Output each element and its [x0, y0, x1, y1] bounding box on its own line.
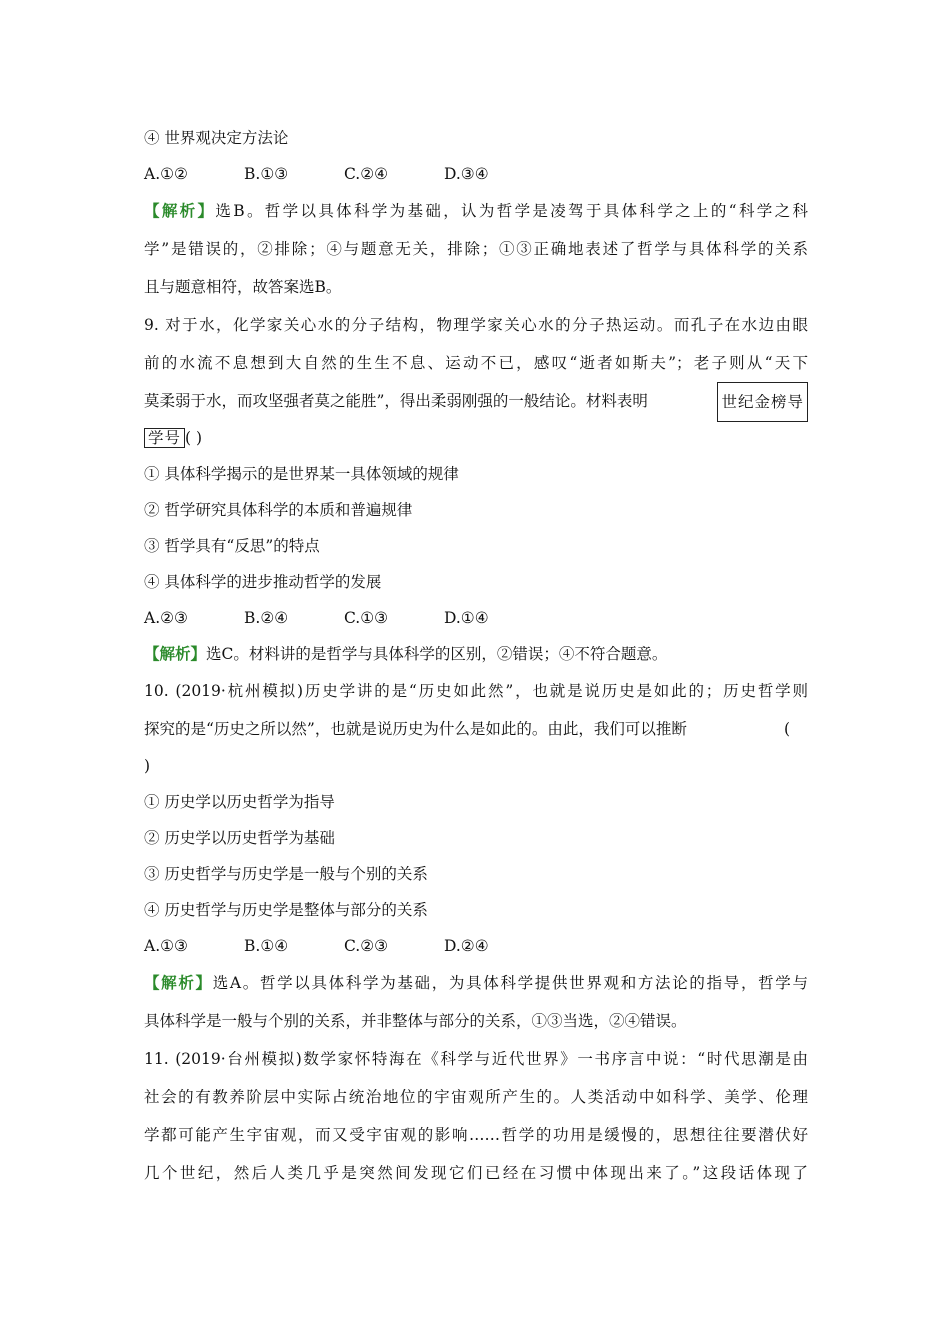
- choice-a: A.②③: [144, 609, 188, 627]
- question-10-text-part: 探究的是“历史之所以然”，也就是说历史为什么是如此的。由此，我们可以推断: [144, 720, 687, 738]
- analysis-text: 选C。材料讲的是哲学与具体科学的区别，②错误；④不符合题意。: [206, 645, 668, 663]
- question-10-text: 10. (2019·杭州模拟)历史学讲的是“历史如此然”，也就是说历史是如此的；历史哲学则: [144, 682, 808, 700]
- option-line: ① 历史学以历史哲学为指导: [144, 793, 335, 811]
- choice-a: A.①③: [144, 937, 188, 955]
- answer-paren-open: (: [783, 720, 790, 738]
- answer-paren: ( ): [185, 429, 203, 447]
- analysis-line: 学”是错误的，②排除；④与题意无关，排除；①③正确地表述了哲学与具体科学的关系: [144, 240, 808, 258]
- analysis-line: [144, 636, 808, 672]
- question-11-text: 社会的有教养阶层中实际占统治地位的宇宙观所产生的。人类活动中如科学、美学、伦理: [144, 1088, 808, 1106]
- choice-d: D.③④: [444, 165, 489, 183]
- choice-a: A.①②: [144, 165, 188, 183]
- choice-b: B.②④: [244, 609, 289, 627]
- analysis-tag: 【解析】: [144, 644, 207, 663]
- question-9-text-part: 莫柔弱于水，而攻坚强者莫之能胜”，得出柔弱刚强的一般结论。材料表明: [144, 392, 648, 410]
- question-9-text: 9. 对于水，化学家关心水的分子结构，物理学家关心水的分子热运动。而孔子在水边由眼: [144, 316, 808, 334]
- analysis-tag: 【解析】: [144, 973, 213, 992]
- answer-choices: [144, 156, 808, 192]
- choice-d: D.②④: [444, 937, 489, 955]
- analysis-tag: 【解析】: [144, 201, 216, 220]
- analysis-text: 选A。哲学以具体科学为基础，为具体科学提供世界观和方法论的指导，哲学与: [212, 974, 808, 992]
- option-line: ③ 哲学具有“反思”的特点: [144, 537, 320, 555]
- question-10-text: [144, 710, 808, 748]
- question-code-box: 学号: [144, 428, 185, 448]
- option-line: ③ 历史哲学与历史学是一般与个别的关系: [144, 865, 428, 883]
- choice-c: C.②④: [344, 165, 389, 183]
- choice-b: B.①④: [244, 937, 289, 955]
- question-code-box: 世纪金榜导: [717, 382, 808, 422]
- analysis-text: 选B。哲学以具体科学为基础，认为哲学是凌驾于具体科学之上的“科学之科: [215, 202, 808, 220]
- analysis-line: [144, 964, 808, 1002]
- answer-choices: [144, 600, 808, 636]
- question-11-text: 11. (2019·台州模拟)数学家怀特海在《科学与近代世界》一书序言中说：“时代思潮是由: [144, 1050, 808, 1068]
- option-line: ④ 具体科学的进步推动哲学的发展: [144, 573, 382, 591]
- question-9-text: 前的水流不息想到大自然的生生不息、运动不已，感叹“逝者如斯夫”；老子则从“天下: [144, 354, 808, 372]
- answer-choices: [144, 928, 808, 964]
- question-9-text: [144, 420, 808, 456]
- answer-paren-close: ): [144, 757, 151, 775]
- analysis-line: 且与题意相符，故答案选B。: [144, 278, 342, 296]
- option-line: ② 哲学研究具体科学的本质和普遍规律: [144, 501, 413, 519]
- choice-c: C.①③: [344, 609, 389, 627]
- question-9-text: [144, 382, 808, 420]
- analysis-line: 具体科学是一般与个别的关系，并非整体与部分的关系，①③当选，②④错误。: [144, 1012, 687, 1030]
- option-line: ④ 历史哲学与历史学是整体与部分的关系: [144, 901, 428, 919]
- page-content: [144, 120, 808, 1192]
- option-line: ② 历史学以历史哲学为基础: [144, 829, 335, 847]
- choice-d: D.①④: [444, 609, 489, 627]
- question-11-text: 学都可能产生宇宙观，而又受宇宙观的影响……哲学的功用是缓慢的，思想往往要潜伏好: [144, 1126, 808, 1144]
- option-line: ① 具体科学揭示的是世界某一具体领域的规律: [144, 465, 459, 483]
- choice-c: C.②③: [344, 937, 389, 955]
- choice-b: B.①③: [244, 165, 289, 183]
- question-11-text: 几个世纪，然后人类几乎是突然间发现它们已经在习惯中体现出来了。”这段话体现了: [144, 1164, 808, 1182]
- analysis-line: [144, 192, 808, 230]
- option-line: ④ 世界观决定方法论: [144, 129, 289, 147]
